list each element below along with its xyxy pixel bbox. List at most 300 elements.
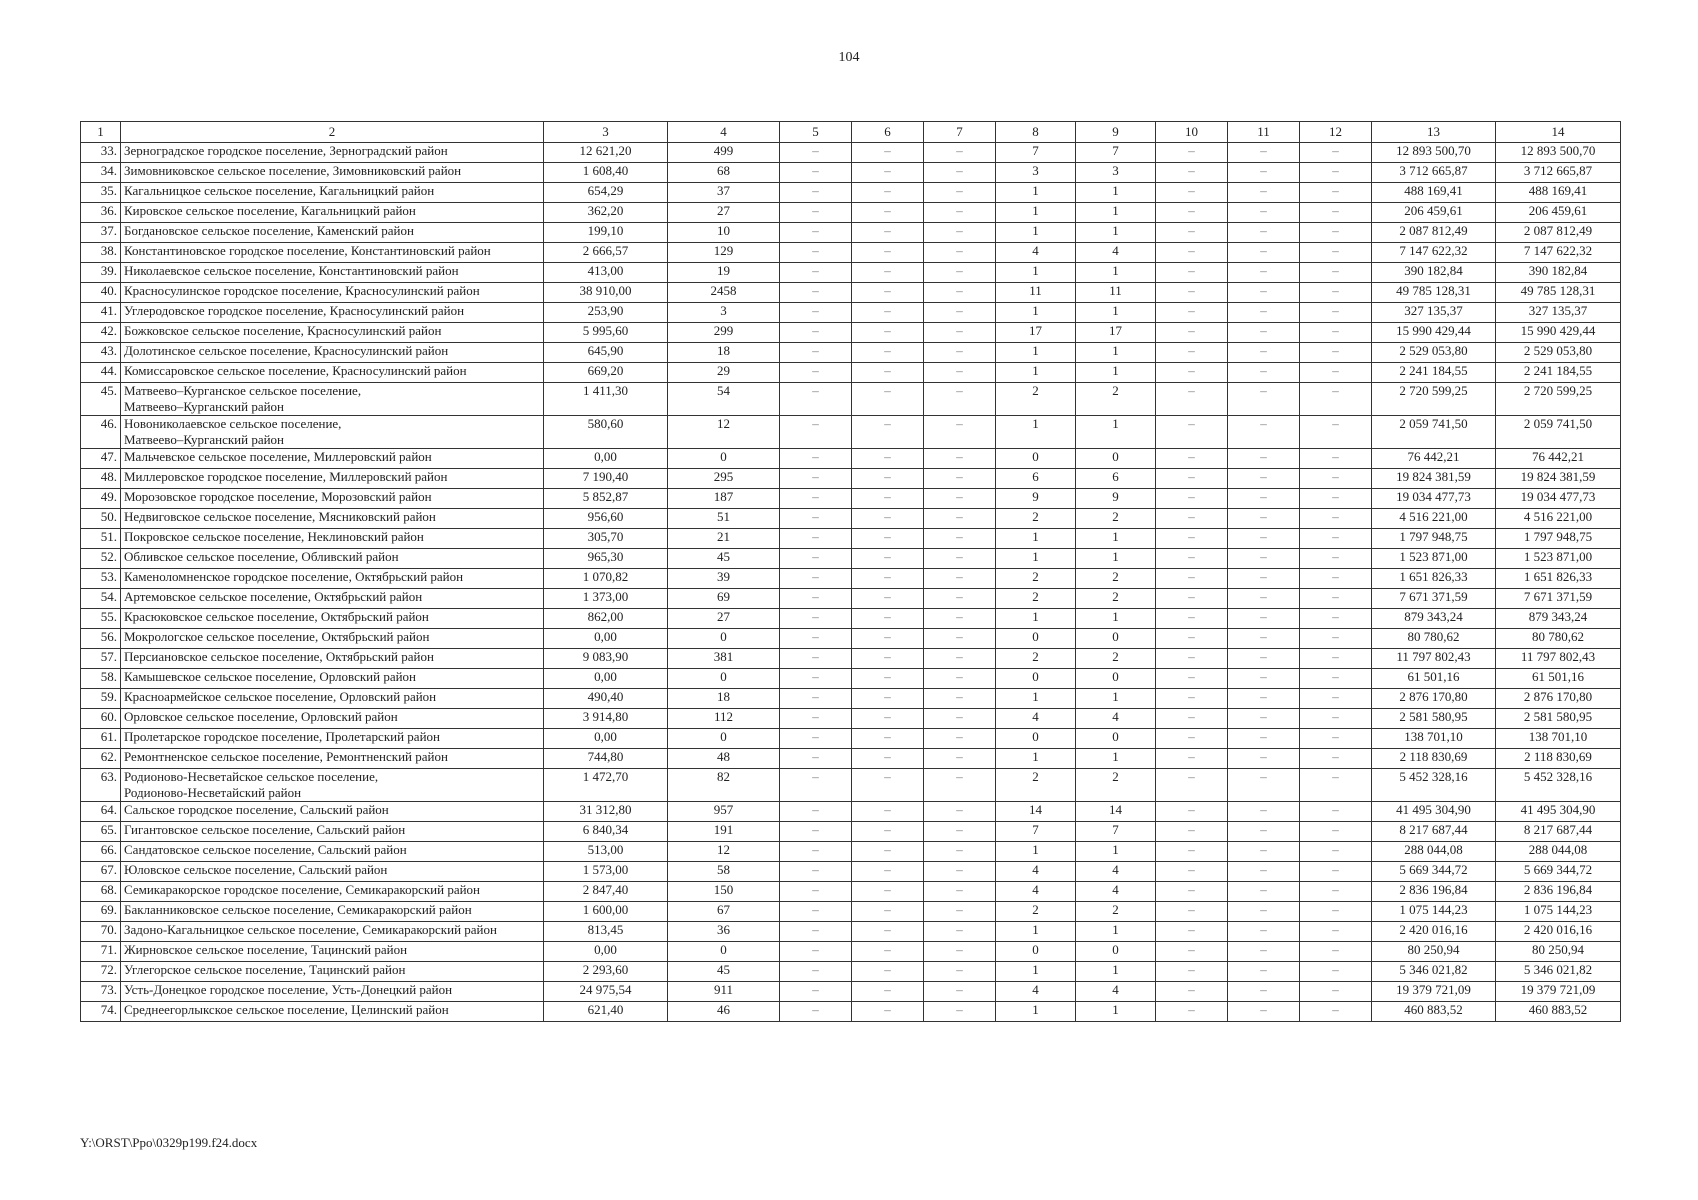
cell-col-6: – (852, 749, 924, 769)
cell-col-10: – (1156, 902, 1228, 922)
cell-col-8: 1 (996, 529, 1076, 549)
settlement-name-cell: Кировское сельское поселение, Кагальницкий район (121, 203, 544, 223)
cell-col-9: 1 (1076, 203, 1156, 223)
cell-col-6: – (852, 416, 924, 449)
cell-col-5: – (780, 862, 852, 882)
cell-col-12: – (1300, 709, 1372, 729)
cell-col-7: – (924, 962, 996, 982)
cell-col-4: 45 (668, 549, 780, 569)
cell-col-14: 41 495 304,90 (1496, 802, 1621, 822)
cell-col-14: 7 147 622,32 (1496, 243, 1621, 263)
cell-col-8: 0 (996, 449, 1076, 469)
cell-col-14: 2 529 053,80 (1496, 343, 1621, 363)
cell-col-14: 5 452 328,16 (1496, 769, 1621, 802)
cell-col-8: 0 (996, 729, 1076, 749)
cell-col-4: 46 (668, 1002, 780, 1022)
cell-col-8: 2 (996, 509, 1076, 529)
cell-col-3: 0,00 (544, 942, 668, 962)
cell-col-8: 1 (996, 1002, 1076, 1022)
cell-col-12: – (1300, 922, 1372, 942)
cell-col-12: – (1300, 343, 1372, 363)
row-number-cell: 34. (81, 163, 121, 183)
cell-col-11: – (1228, 416, 1300, 449)
cell-col-5: – (780, 902, 852, 922)
cell-col-5: – (780, 469, 852, 489)
file-path-footer: Y:\ORST\Ppo\0329p199.f24.docx (80, 1135, 258, 1150)
cell-col-4: 18 (668, 689, 780, 709)
cell-col-3: 3 914,80 (544, 709, 668, 729)
cell-col-14: 2 241 184,55 (1496, 363, 1621, 383)
cell-col-12: – (1300, 569, 1372, 589)
cell-col-14: 390 182,84 (1496, 263, 1621, 283)
cell-col-14: 879 343,24 (1496, 609, 1621, 629)
cell-col-5: – (780, 163, 852, 183)
cell-col-14: 1 075 144,23 (1496, 902, 1621, 922)
cell-col-13: 80 780,62 (1372, 629, 1496, 649)
row-number-cell: 71. (81, 942, 121, 962)
cell-col-8: 2 (996, 769, 1076, 802)
cell-col-13: 327 135,37 (1372, 303, 1496, 323)
cell-col-3: 744,80 (544, 749, 668, 769)
cell-col-14: 2 118 830,69 (1496, 749, 1621, 769)
settlement-name-cell: Углеродовское городское поселение, Красносулинский район (121, 303, 544, 323)
cell-col-14: 2 581 580,95 (1496, 709, 1621, 729)
cell-col-9: 3 (1076, 163, 1156, 183)
cell-col-11: – (1228, 669, 1300, 689)
cell-col-4: 129 (668, 243, 780, 263)
cell-col-3: 199,10 (544, 223, 668, 243)
cell-col-13: 80 250,94 (1372, 942, 1496, 962)
settlement-name-cell: Николаевское сельское поселение, Константиновский район (121, 263, 544, 283)
cell-col-10: – (1156, 183, 1228, 203)
cell-col-10: – (1156, 323, 1228, 343)
cell-col-10: – (1156, 962, 1228, 982)
cell-col-4: 0 (668, 729, 780, 749)
row-number-cell: 59. (81, 689, 121, 709)
cell-col-11: – (1228, 303, 1300, 323)
settlement-name-cell: Мокрологское сельское поселение, Октябрьский район (121, 629, 544, 649)
cell-col-3: 1 070,82 (544, 569, 668, 589)
cell-col-7: – (924, 243, 996, 263)
row-number-cell: 66. (81, 842, 121, 862)
cell-col-14: 1 651 826,33 (1496, 569, 1621, 589)
settlement-name-cell: Артемовское сельское поселение, Октябрьский район (121, 589, 544, 609)
cell-col-13: 1 651 826,33 (1372, 569, 1496, 589)
settlement-name-cell: Обливское сельское поселение, Обливский район (121, 549, 544, 569)
cell-col-6: – (852, 589, 924, 609)
cell-col-12: – (1300, 303, 1372, 323)
table-row (81, 363, 1621, 383)
cell-col-6: – (852, 902, 924, 922)
cell-col-5: – (780, 303, 852, 323)
cell-col-4: 18 (668, 343, 780, 363)
cell-col-5: – (780, 323, 852, 343)
cell-col-9: 2 (1076, 769, 1156, 802)
cell-col-7: – (924, 609, 996, 629)
column-header-6: 6 (852, 122, 924, 143)
cell-col-9: 7 (1076, 822, 1156, 842)
cell-col-11: – (1228, 689, 1300, 709)
row-number-cell: 33. (81, 143, 121, 163)
cell-col-9: 4 (1076, 982, 1156, 1002)
settlement-name-cell: Среднеегорлыкское сельское поселение, Целинский район (121, 1002, 544, 1022)
cell-col-9: 4 (1076, 862, 1156, 882)
cell-col-10: – (1156, 982, 1228, 1002)
cell-col-10: – (1156, 569, 1228, 589)
cell-col-7: – (924, 902, 996, 922)
row-number-cell: 72. (81, 962, 121, 982)
cell-col-10: – (1156, 842, 1228, 862)
cell-col-4: 12 (668, 416, 780, 449)
cell-col-9: 9 (1076, 489, 1156, 509)
table-row (81, 569, 1621, 589)
cell-col-8: 1 (996, 223, 1076, 243)
cell-col-8: 3 (996, 163, 1076, 183)
cell-col-13: 879 343,24 (1372, 609, 1496, 629)
cell-col-4: 37 (668, 183, 780, 203)
cell-col-5: – (780, 629, 852, 649)
cell-col-12: – (1300, 669, 1372, 689)
cell-col-7: – (924, 529, 996, 549)
cell-col-3: 862,00 (544, 609, 668, 629)
cell-col-4: 27 (668, 203, 780, 223)
cell-col-7: – (924, 1002, 996, 1022)
cell-col-12: – (1300, 449, 1372, 469)
cell-col-5: – (780, 729, 852, 749)
cell-col-14: 61 501,16 (1496, 669, 1621, 689)
cell-col-8: 2 (996, 649, 1076, 669)
cell-col-4: 54 (668, 383, 780, 416)
settlement-name-cell: Ремонтненское сельское поселение, Ремонтненский район (121, 749, 544, 769)
cell-col-13: 5 452 328,16 (1372, 769, 1496, 802)
table-row (81, 283, 1621, 303)
cell-col-6: – (852, 569, 924, 589)
cell-col-7: – (924, 689, 996, 709)
cell-col-4: 2458 (668, 283, 780, 303)
cell-col-13: 5 346 021,82 (1372, 962, 1496, 982)
row-number-cell: 70. (81, 922, 121, 942)
cell-col-12: – (1300, 802, 1372, 822)
cell-col-10: – (1156, 862, 1228, 882)
cell-col-7: – (924, 343, 996, 363)
cell-col-8: 4 (996, 709, 1076, 729)
cell-col-6: – (852, 469, 924, 489)
cell-col-13: 3 712 665,87 (1372, 163, 1496, 183)
cell-col-9: 0 (1076, 942, 1156, 962)
cell-col-8: 1 (996, 842, 1076, 862)
cell-col-4: 36 (668, 922, 780, 942)
cell-col-13: 2 876 170,80 (1372, 689, 1496, 709)
cell-col-14: 1 797 948,75 (1496, 529, 1621, 549)
column-header-10: 10 (1156, 122, 1228, 143)
cell-col-6: – (852, 489, 924, 509)
cell-col-14: 2 420 016,16 (1496, 922, 1621, 942)
cell-col-10: – (1156, 529, 1228, 549)
cell-col-10: – (1156, 689, 1228, 709)
cell-col-11: – (1228, 882, 1300, 902)
cell-col-5: – (780, 243, 852, 263)
cell-col-9: 1 (1076, 609, 1156, 629)
cell-col-9: 4 (1076, 243, 1156, 263)
row-number-cell: 42. (81, 323, 121, 343)
cell-col-3: 956,60 (544, 509, 668, 529)
cell-col-7: – (924, 283, 996, 303)
cell-col-4: 51 (668, 509, 780, 529)
settlement-name-cell: Родионово-Несветайское сельское поселение, Родионово-Несветайский район (121, 769, 544, 802)
cell-col-8: 1 (996, 416, 1076, 449)
cell-col-12: – (1300, 822, 1372, 842)
cell-col-12: – (1300, 263, 1372, 283)
cell-col-6: – (852, 283, 924, 303)
settlement-name-cell: Матвеево–Курганское сельское поселение, Матвеево–Курганский район (121, 383, 544, 416)
table-body (81, 143, 1621, 1022)
row-number-cell: 57. (81, 649, 121, 669)
row-number-cell: 62. (81, 749, 121, 769)
cell-col-4: 911 (668, 982, 780, 1002)
cell-col-7: – (924, 303, 996, 323)
cell-col-10: – (1156, 363, 1228, 383)
cell-col-5: – (780, 942, 852, 962)
settlement-name-cell: Зерноградское городское поселение, Зерноградский район (121, 143, 544, 163)
cell-col-5: – (780, 882, 852, 902)
cell-col-4: 82 (668, 769, 780, 802)
cell-col-8: 0 (996, 942, 1076, 962)
cell-col-4: 12 (668, 842, 780, 862)
column-header-5: 5 (780, 122, 852, 143)
row-number-cell: 55. (81, 609, 121, 629)
cell-col-9: 2 (1076, 383, 1156, 416)
cell-col-6: – (852, 1002, 924, 1022)
cell-col-13: 76 442,21 (1372, 449, 1496, 469)
cell-col-10: – (1156, 922, 1228, 942)
table-row (81, 529, 1621, 549)
cell-col-4: 150 (668, 882, 780, 902)
cell-col-6: – (852, 962, 924, 982)
cell-col-12: – (1300, 549, 1372, 569)
table-row (81, 822, 1621, 842)
cell-col-12: – (1300, 323, 1372, 343)
table-row (81, 962, 1621, 982)
cell-col-14: 12 893 500,70 (1496, 143, 1621, 163)
cell-col-5: – (780, 529, 852, 549)
table-row (81, 942, 1621, 962)
cell-col-3: 621,40 (544, 1002, 668, 1022)
cell-col-10: – (1156, 822, 1228, 842)
settlement-name-cell: Мальчевское сельское поселение, Миллеровский район (121, 449, 544, 469)
cell-col-14: 76 442,21 (1496, 449, 1621, 469)
cell-col-13: 488 169,41 (1372, 183, 1496, 203)
cell-col-9: 1 (1076, 749, 1156, 769)
cell-col-9: 1 (1076, 842, 1156, 862)
cell-col-5: – (780, 922, 852, 942)
cell-col-9: 1 (1076, 343, 1156, 363)
cell-col-9: 17 (1076, 323, 1156, 343)
cell-col-11: – (1228, 263, 1300, 283)
cell-col-11: – (1228, 982, 1300, 1002)
cell-col-7: – (924, 982, 996, 1002)
cell-col-9: 1 (1076, 529, 1156, 549)
cell-col-8: 2 (996, 569, 1076, 589)
settlement-name-cell: Новониколаевское сельское поселение, Матвеево–Курганский район (121, 416, 544, 449)
cell-col-10: – (1156, 729, 1228, 749)
cell-col-6: – (852, 143, 924, 163)
settlement-name-cell: Покровское сельское поселение, Неклиновский район (121, 529, 544, 549)
cell-col-7: – (924, 649, 996, 669)
cell-col-7: – (924, 589, 996, 609)
cell-col-7: – (924, 163, 996, 183)
cell-col-10: – (1156, 263, 1228, 283)
column-header-2: 2 (121, 122, 544, 143)
cell-col-14: 1 523 871,00 (1496, 549, 1621, 569)
cell-col-4: 299 (668, 323, 780, 343)
cell-col-4: 191 (668, 822, 780, 842)
cell-col-5: – (780, 802, 852, 822)
cell-col-7: – (924, 143, 996, 163)
cell-col-10: – (1156, 469, 1228, 489)
cell-col-3: 1 373,00 (544, 589, 668, 609)
table-row (81, 882, 1621, 902)
table-row (81, 263, 1621, 283)
settlement-name-cell: Задоно-Кагальницкое сельское поселение, Семикаракорский район (121, 922, 544, 942)
cell-col-13: 2 836 196,84 (1372, 882, 1496, 902)
row-number-cell: 67. (81, 862, 121, 882)
cell-col-5: – (780, 982, 852, 1002)
cell-col-4: 381 (668, 649, 780, 669)
cell-col-13: 11 797 802,43 (1372, 649, 1496, 669)
cell-col-12: – (1300, 609, 1372, 629)
row-number-cell: 43. (81, 343, 121, 363)
table-row (81, 982, 1621, 1002)
cell-col-14: 7 671 371,59 (1496, 589, 1621, 609)
cell-col-9: 1 (1076, 363, 1156, 383)
settlement-name-cell: Углегорское сельское поселение, Тацинский район (121, 962, 544, 982)
cell-col-5: – (780, 569, 852, 589)
cell-col-8: 9 (996, 489, 1076, 509)
cell-col-13: 7 147 622,32 (1372, 243, 1496, 263)
cell-col-3: 9 083,90 (544, 649, 668, 669)
cell-col-7: – (924, 822, 996, 842)
cell-col-11: – (1228, 902, 1300, 922)
cell-col-3: 965,30 (544, 549, 668, 569)
cell-col-4: 48 (668, 749, 780, 769)
cell-col-14: 206 459,61 (1496, 203, 1621, 223)
cell-col-5: – (780, 669, 852, 689)
cell-col-11: – (1228, 942, 1300, 962)
cell-col-11: – (1228, 383, 1300, 416)
cell-col-8: 1 (996, 183, 1076, 203)
cell-col-7: – (924, 549, 996, 569)
cell-col-6: – (852, 183, 924, 203)
cell-col-10: – (1156, 629, 1228, 649)
cell-col-3: 1 608,40 (544, 163, 668, 183)
cell-col-14: 80 250,94 (1496, 942, 1621, 962)
cell-col-13: 2 529 053,80 (1372, 343, 1496, 363)
cell-col-13: 4 516 221,00 (1372, 509, 1496, 529)
settlement-name-cell: Семикаракорское городское поселение, Семикаракорский район (121, 882, 544, 902)
cell-col-7: – (924, 489, 996, 509)
cell-col-7: – (924, 383, 996, 416)
settlement-name-cell: Гигантовское сельское поселение, Сальский район (121, 822, 544, 842)
cell-col-7: – (924, 509, 996, 529)
row-number-cell: 58. (81, 669, 121, 689)
cell-col-13: 390 182,84 (1372, 263, 1496, 283)
cell-col-4: 58 (668, 862, 780, 882)
cell-col-11: – (1228, 143, 1300, 163)
cell-col-10: – (1156, 143, 1228, 163)
cell-col-13: 2 581 580,95 (1372, 709, 1496, 729)
row-number-cell: 50. (81, 509, 121, 529)
cell-col-7: – (924, 449, 996, 469)
cell-col-11: – (1228, 363, 1300, 383)
cell-col-13: 206 459,61 (1372, 203, 1496, 223)
cell-col-13: 1 797 948,75 (1372, 529, 1496, 549)
cell-col-11: – (1228, 769, 1300, 802)
settlement-name-cell: Комиссаровское сельское поселение, Красносулинский район (121, 363, 544, 383)
cell-col-9: 2 (1076, 589, 1156, 609)
cell-col-9: 1 (1076, 183, 1156, 203)
cell-col-14: 2 876 170,80 (1496, 689, 1621, 709)
cell-col-3: 38 910,00 (544, 283, 668, 303)
cell-col-3: 580,60 (544, 416, 668, 449)
cell-col-8: 7 (996, 822, 1076, 842)
cell-col-13: 5 669 344,72 (1372, 862, 1496, 882)
cell-col-10: – (1156, 802, 1228, 822)
cell-col-6: – (852, 383, 924, 416)
cell-col-11: – (1228, 822, 1300, 842)
cell-col-14: 5 669 344,72 (1496, 862, 1621, 882)
cell-col-3: 813,45 (544, 922, 668, 942)
cell-col-4: 295 (668, 469, 780, 489)
cell-col-6: – (852, 529, 924, 549)
cell-col-3: 0,00 (544, 669, 668, 689)
settlement-name-cell: Морозовское городское поселение, Морозовский район (121, 489, 544, 509)
cell-col-4: 69 (668, 589, 780, 609)
cell-col-7: – (924, 729, 996, 749)
cell-col-10: – (1156, 343, 1228, 363)
cell-col-12: – (1300, 416, 1372, 449)
cell-col-14: 15 990 429,44 (1496, 323, 1621, 343)
cell-col-11: – (1228, 802, 1300, 822)
cell-col-3: 12 621,20 (544, 143, 668, 163)
cell-col-5: – (780, 489, 852, 509)
table-row (81, 416, 1621, 449)
cell-col-4: 0 (668, 629, 780, 649)
settlement-name-cell: Богдановское сельское поселение, Каменский район (121, 223, 544, 243)
cell-col-4: 112 (668, 709, 780, 729)
cell-col-12: – (1300, 882, 1372, 902)
cell-col-9: 4 (1076, 709, 1156, 729)
table-row (81, 1002, 1621, 1022)
cell-col-10: – (1156, 416, 1228, 449)
column-number-row (81, 122, 1621, 143)
cell-col-11: – (1228, 842, 1300, 862)
cell-col-8: 1 (996, 263, 1076, 283)
column-header-14: 14 (1496, 122, 1621, 143)
table-row (81, 689, 1621, 709)
cell-col-8: 4 (996, 862, 1076, 882)
cell-col-5: – (780, 649, 852, 669)
cell-col-8: 1 (996, 363, 1076, 383)
table-row (81, 922, 1621, 942)
cell-col-5: – (780, 416, 852, 449)
cell-col-6: – (852, 669, 924, 689)
cell-col-9: 1 (1076, 263, 1156, 283)
cell-col-6: – (852, 842, 924, 862)
table-row (81, 589, 1621, 609)
cell-col-12: – (1300, 689, 1372, 709)
cell-col-14: 2 720 599,25 (1496, 383, 1621, 416)
cell-col-9: 11 (1076, 283, 1156, 303)
